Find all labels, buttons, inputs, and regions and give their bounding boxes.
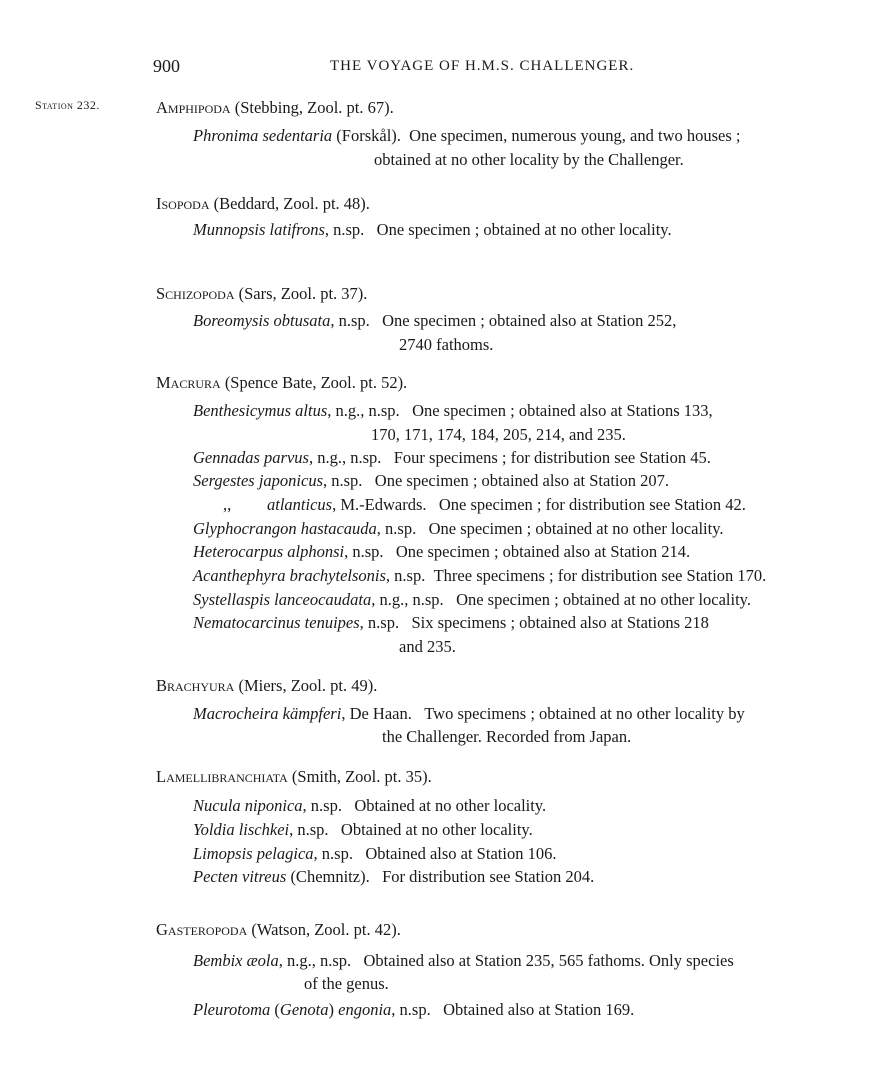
entry-continuation: and 235.	[399, 637, 456, 656]
entry-gennadas: Gennadas parvus, n.g., n.sp. Four specimens ; for distribution see Station 45.	[193, 448, 711, 467]
entry-continuation: 170, 171, 174, 184, 205, 214, and 235.	[371, 425, 626, 444]
entry-continuation: of the genus.	[304, 974, 389, 993]
entry-heterocarpus: Heterocarpus alphonsi, n.sp. One specimen ; obtained also at Station 214.	[193, 542, 691, 561]
group-heading-lamellibranchiata: Lamellibranchiata (Smith, Zool. pt. 35).	[156, 767, 432, 786]
ditto-mark: ,,	[223, 495, 232, 514]
entry-continuation: obtained at no other locality by the Challenger.	[374, 150, 684, 169]
entry-continuation: the Challenger. Recorded from Japan.	[382, 727, 632, 746]
entry-pecten: Pecten vitreus (Chemnitz). For distribution see Station 204.	[193, 867, 595, 886]
entry-acanthephyra: Acanthephyra brachytelsonis, n.sp. Three specimens ; for distribution see Station 170.	[193, 566, 767, 585]
group-heading-isopoda: Isopoda (Beddard, Zool. pt. 48).	[156, 194, 370, 213]
entry-phronima: Phronima sedentaria (Forskål). One specimen, numerous young, and two houses ;	[193, 126, 741, 145]
station-label: Station 232.	[35, 98, 100, 112]
entry-continuation: 2740 fathoms.	[399, 335, 494, 354]
entry-nucula: Nucula niponica, n.sp. Obtained at no other locality.	[193, 796, 547, 815]
entry-sergestes: Sergestes japonicus, n.sp. One specimen ; obtained also at Station 207.	[193, 471, 669, 490]
entry-nematocarcinus: Nematocarcinus tenuipes, n.sp. Six specimens ; obtained also at Stations 218	[193, 613, 709, 632]
page-number: 900	[153, 56, 180, 76]
entry-pleurotoma: Pleurotoma (Genota) engonia, n.sp. Obtained also at Station 169.	[193, 1000, 635, 1019]
entry-glyphocrangon: Glyphocrangon hastacauda, n.sp. One specimen ; obtained at no other locality.	[193, 519, 724, 538]
group-heading-macrura: Macrura (Spence Bate, Zool. pt. 52).	[156, 373, 408, 392]
group-heading-brachyura: Brachyura (Miers, Zool. pt. 49).	[156, 676, 378, 695]
entry-benthesicymus: Benthesicymus altus, n.g., n.sp. One specimen ; obtained also at Stations 133,	[193, 401, 713, 420]
group-heading-schizopoda: Schizopoda (Sars, Zool. pt. 37).	[156, 284, 368, 303]
entry-systellaspis: Systellaspis lanceocaudata, n.g., n.sp. One specimen ; obtained at no other locality.	[193, 590, 751, 609]
entry-bembix: Bembix æola, n.g., n.sp. Obtained also at Station 235, 565 fathoms. Only species	[193, 951, 734, 970]
group-heading-amphipoda: Amphipoda (Stebbing, Zool. pt. 67).	[156, 98, 394, 117]
entry-macrocheira: Macrocheira kämpferi, De Haan. Two specimens ; obtained at no other locality by	[193, 704, 745, 723]
entry-munnopsis: Munnopsis latifrons, n.sp. One specimen ; obtained at no other locality.	[193, 220, 672, 239]
entry-sergestes-atlanticus: ,, atlanticus, M.-Edwards. One specimen ; for distribution see Station 42.	[193, 495, 843, 515]
running-title: THE VOYAGE OF H.M.S. CHALLENGER.	[330, 58, 635, 74]
entry-yoldia: Yoldia lischkei, n.sp. Obtained at no other locality.	[193, 820, 533, 839]
group-heading-gasteropoda: Gasteropoda (Watson, Zool. pt. 42).	[156, 920, 401, 939]
entry-limopsis: Limopsis pelagica, n.sp. Obtained also at Station 106.	[193, 844, 557, 863]
entry-boreomysis: Boreomysis obtusata, n.sp. One specimen ; obtained also at Station 252,	[193, 311, 677, 330]
